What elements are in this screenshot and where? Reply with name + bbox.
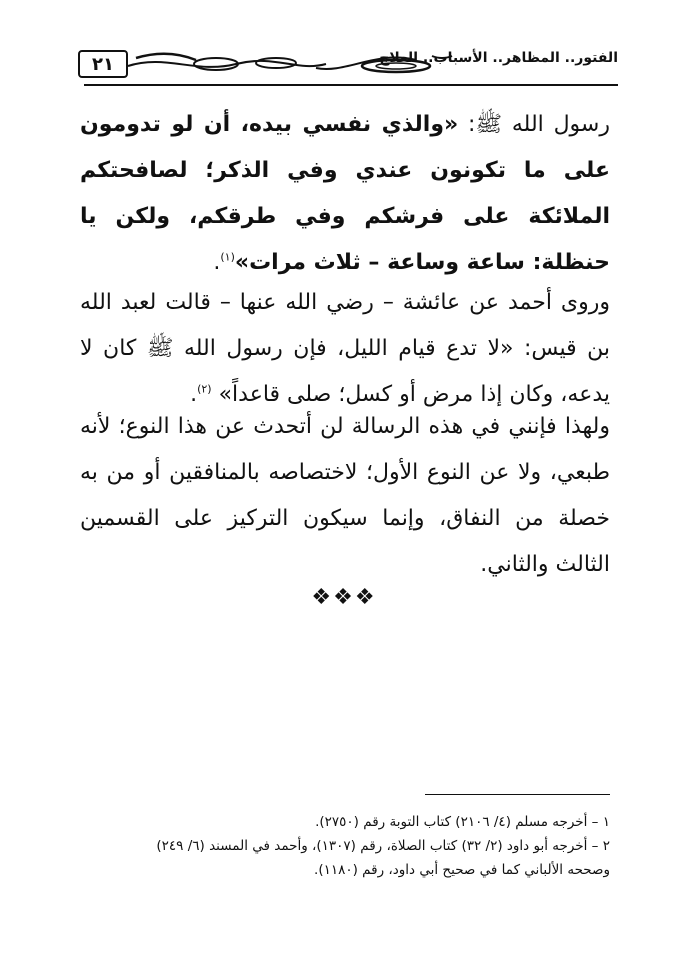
section-divider-icon: ❖❖❖: [311, 585, 377, 610]
paragraph-end: .: [213, 250, 221, 275]
paragraph-text: وروى أحمد عن عائشة – رضي الله عنها – قالت لعبد الله بن قيس: «لا تدع قيام الليل، فإن رسول الله ﷺ كان لا يدعه، وكان إذا مرض أو كسل؛ صلى قاعداً»: [80, 290, 610, 407]
paragraph-end: .: [190, 382, 198, 407]
footnote-ref-1: (١): [220, 250, 235, 264]
page-header: [78, 38, 618, 88]
footnote-ref-2: (٢): [197, 382, 212, 396]
footnotes: [80, 810, 610, 882]
header-rule: [84, 84, 618, 86]
paragraph-3: [80, 404, 610, 588]
paragraph-1: [80, 102, 610, 286]
running-title: الفتور.. المظاهر.. الأسباب.. العلاج: [379, 50, 618, 66]
page-number: ٢١: [78, 50, 128, 78]
paragraph-2: [80, 280, 610, 418]
header-ornament-icon: [126, 44, 456, 80]
footnote-2: ٢ – أخرجه أبو داود (٢/ ٣٢) كتاب الصلاة، رقم (١٣٠٧)، وأحمد في المسند (٦/ ٢٤٩): [156, 838, 610, 854]
paragraph-text: ولهذا فإنني في هذه الرسالة لن أتحدث عن هذا النوع؛ لأنه طبعي، ولا عن النوع الأول؛ لاختصاصه بالمنافقين أو من به خصلة من النفاق، وإنما سيكون التركيز على القسمين الثالث والثاني.: [80, 414, 610, 577]
hadith-quote: «والذي نفسي بيده، أن لو تدومون على ما تكونون عندي وفي الذكر؛ لصافحتكم الملائكة على فرشكم وفي طرقكم، ولكن يا حنظلة: ساعة وساعة – ثلاث مرات»: [80, 112, 610, 275]
footnote-1: ١ – أخرجه مسلم (٤/ ٢١٠٦) كتاب التوبة رقم (٢٧٥٠).: [315, 814, 610, 830]
footnote-2-continued: وصححه الألباني كما في صحيح أبي داود، رقم (١١٨٠).: [314, 862, 610, 878]
footnote-rule: [425, 794, 610, 795]
paragraph-lead: رسول الله ﷺ:: [458, 112, 610, 137]
